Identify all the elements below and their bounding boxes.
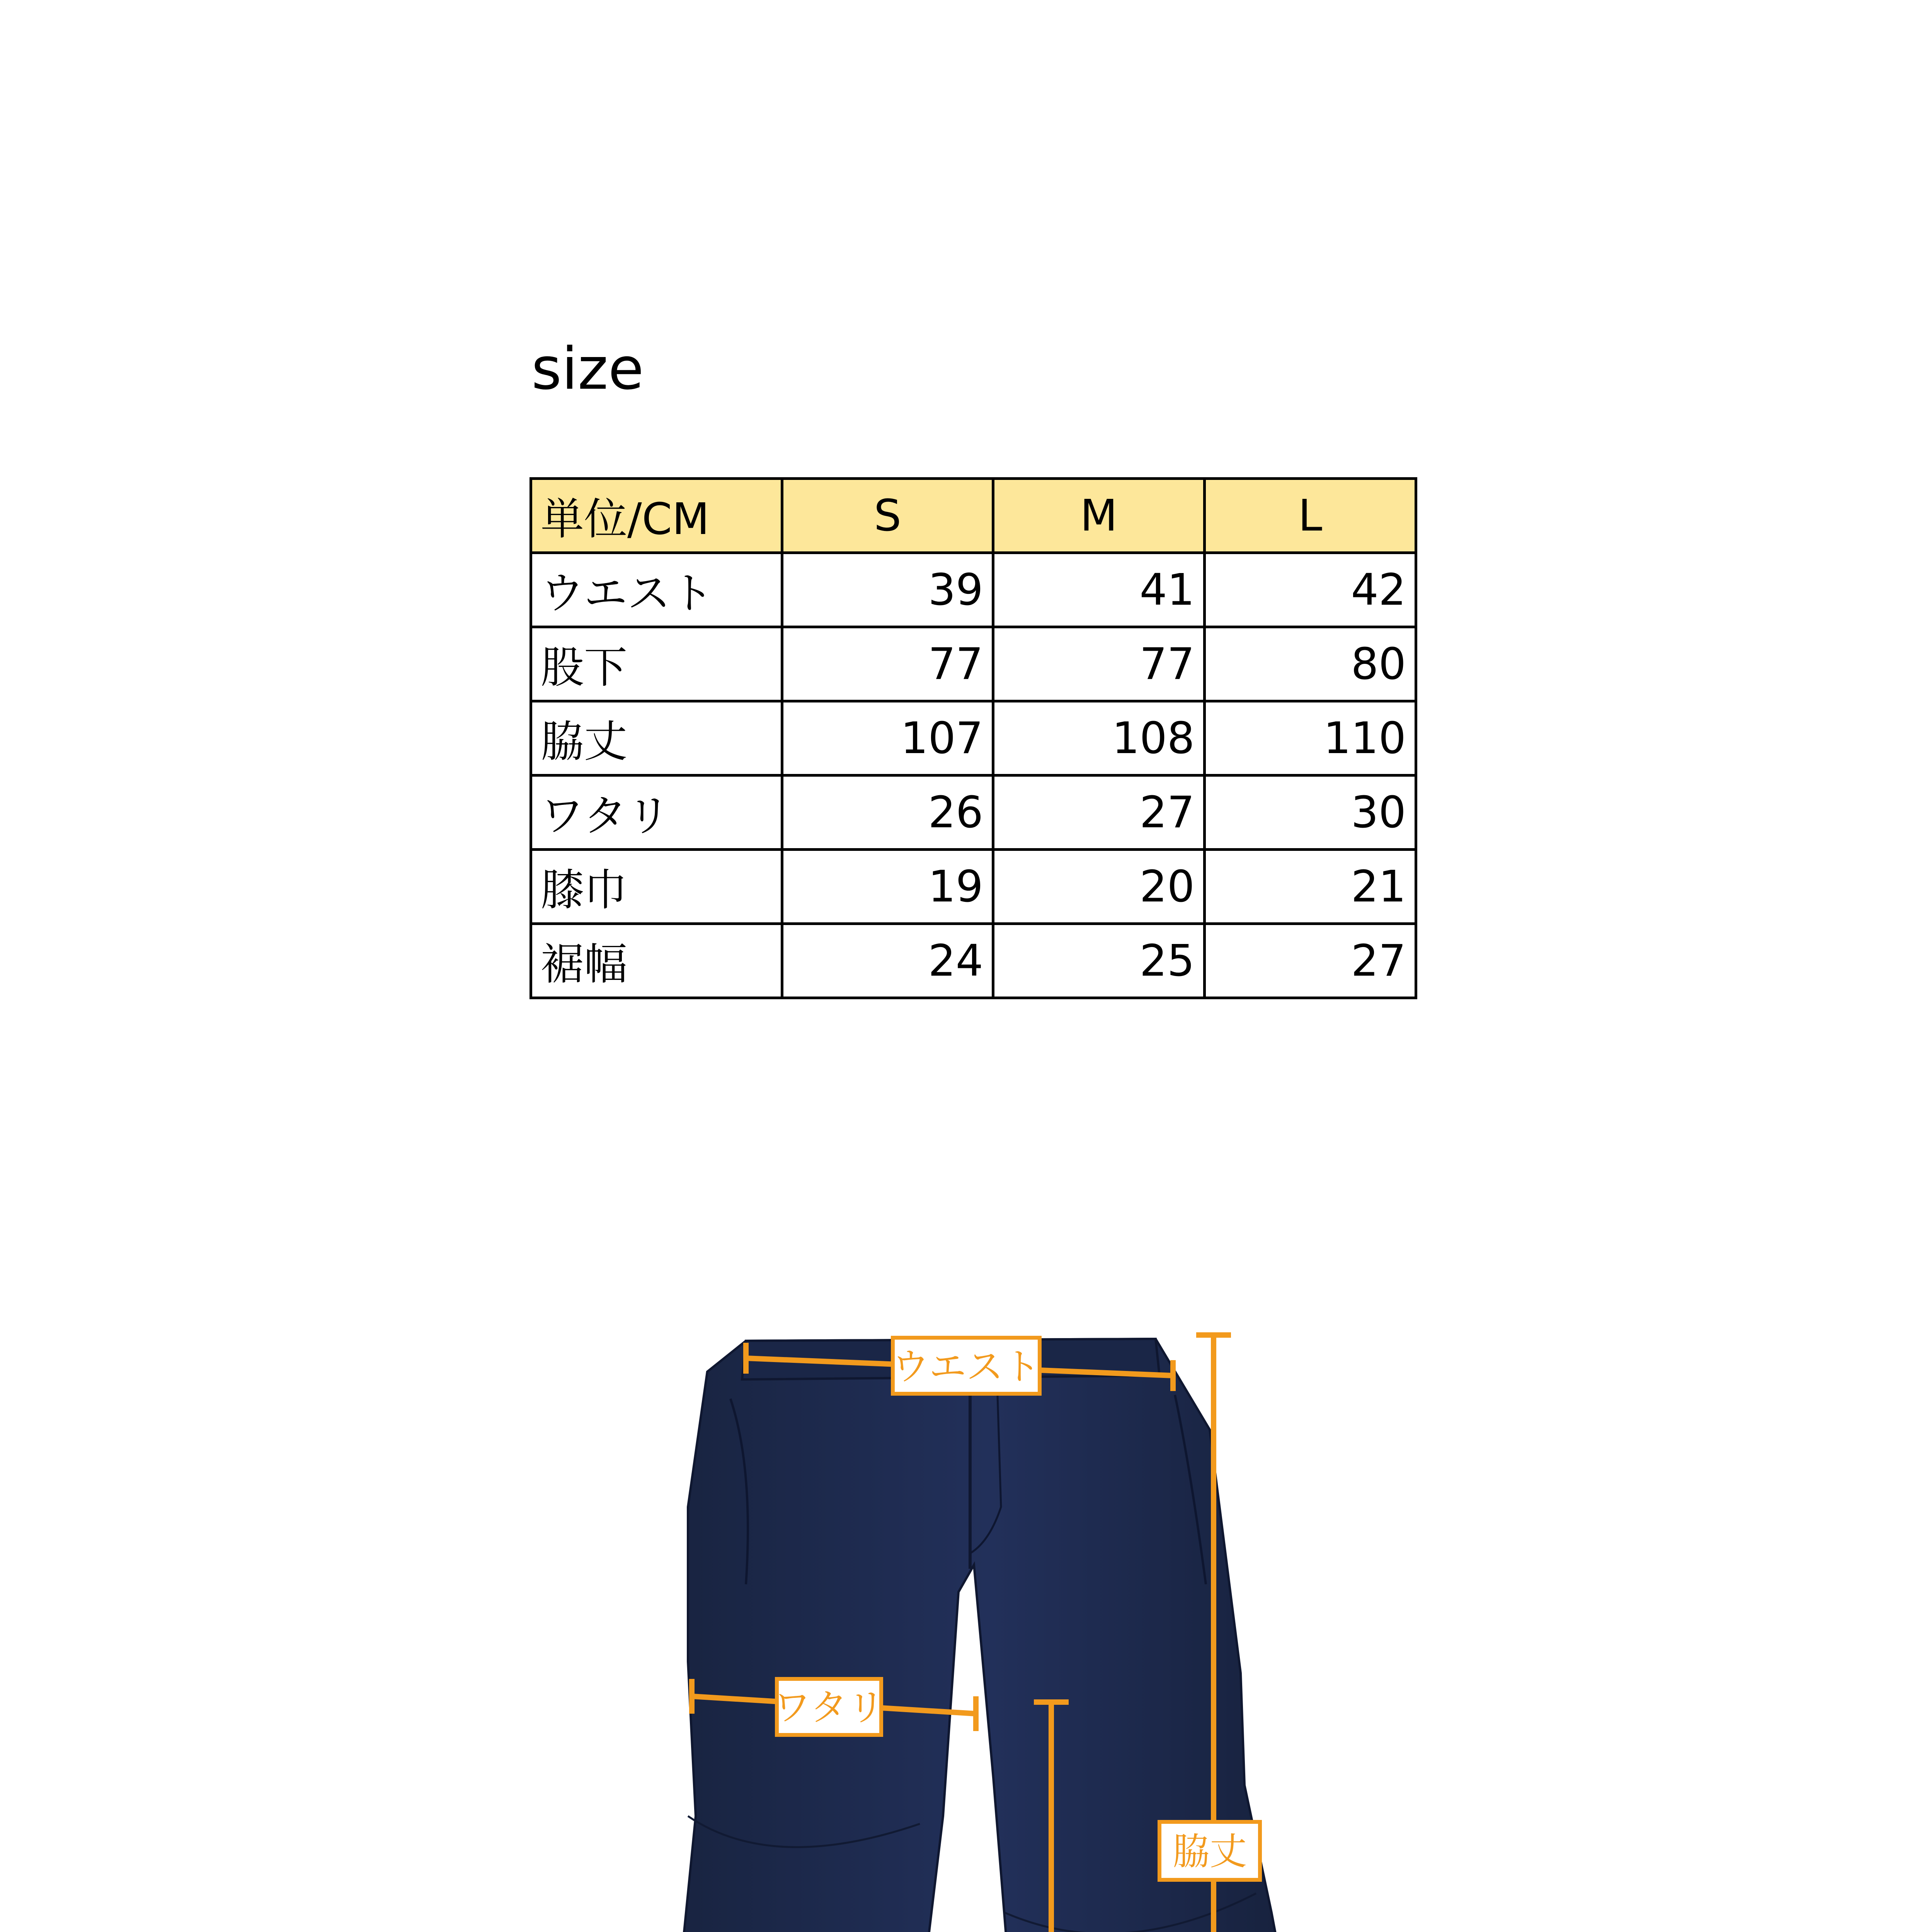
value-m: 108 [993,701,1205,776]
row-label: 脇丈 [531,701,782,776]
value-s: 107 [782,701,993,776]
row-label: ワタリ [531,776,782,850]
row-label: 裾幅 [531,924,782,998]
waist-tag [892,1338,1040,1394]
row-label: 股下 [531,627,782,701]
outseam-tag [1159,1822,1260,1880]
value-m: 77 [993,627,1205,701]
value-s: 19 [782,850,993,924]
value-s: 26 [782,776,993,850]
size-header-s: S [782,479,993,553]
size-header-m: M [993,479,1205,553]
waist-label: ウエスト [892,1345,1040,1388]
row-label: 膝巾 [531,850,782,924]
outseam-label: 脇丈 [1173,1830,1247,1873]
page-title: size [531,335,644,403]
row-label: ウエスト [531,553,782,627]
value-m: 25 [993,924,1205,998]
value-s: 24 [782,924,993,998]
value-l: 42 [1205,553,1416,627]
unit-header: 単位/CM [531,479,782,553]
value-l: 27 [1205,924,1416,998]
value-l: 30 [1205,776,1416,850]
thigh-tag [773,1679,884,1735]
value-l: 80 [1205,627,1416,701]
value-m: 41 [993,553,1205,627]
value-m: 20 [993,850,1205,924]
value-s: 77 [782,627,993,701]
value-s: 39 [782,553,993,627]
thigh-label: ワタリ [773,1686,885,1729]
value-l: 110 [1205,701,1416,776]
value-l: 21 [1205,850,1416,924]
size-header-l: L [1205,479,1416,553]
value-m: 27 [993,776,1205,850]
